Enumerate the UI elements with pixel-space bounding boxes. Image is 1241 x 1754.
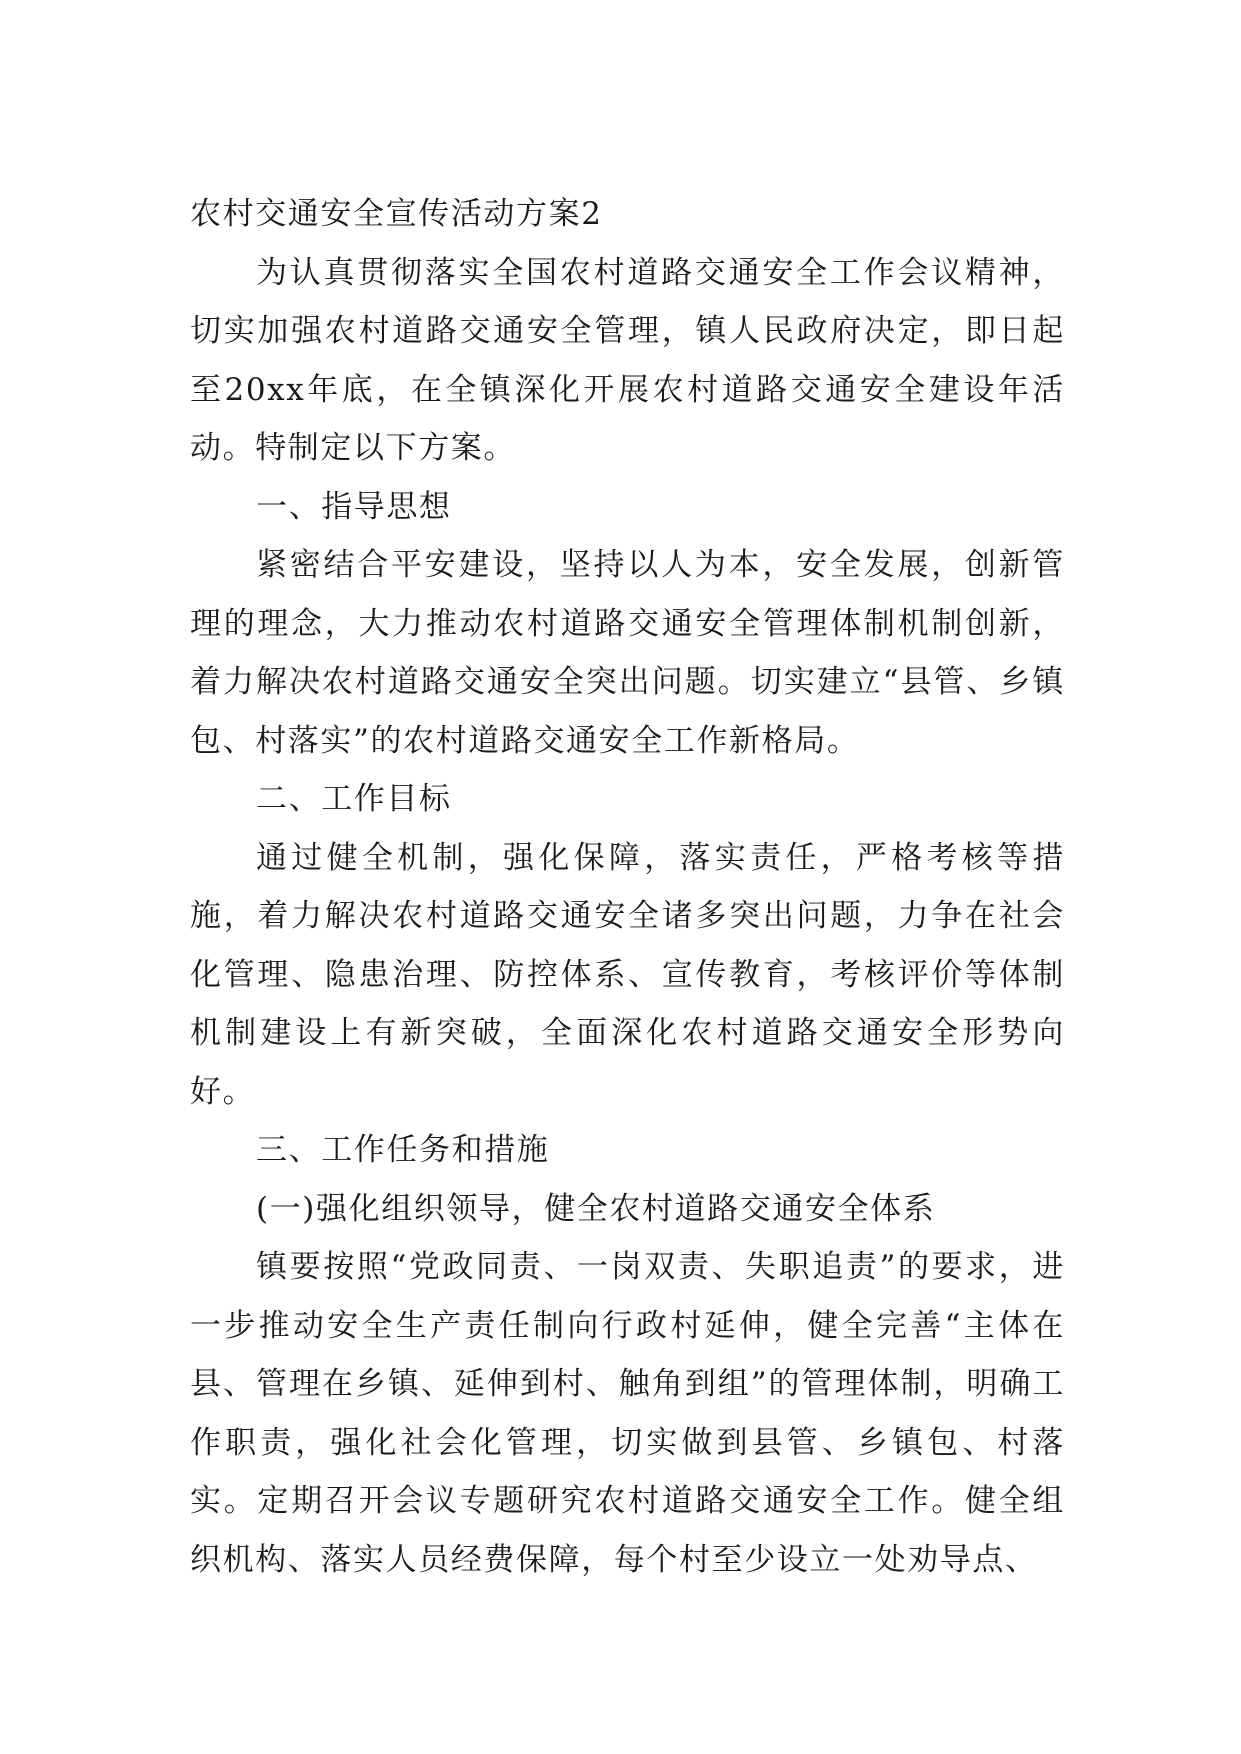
- section-heading-guiding-thought: 一、指导思想: [256, 488, 452, 525]
- section-heading-work-goals: 二、工作目标: [256, 781, 452, 817]
- paragraph-work-goals: 通过健全机制，强化保障，落实责任，严格考核等措施，着力解决农村道路交通安全诸多突出问题，力争在社会化管理、隐患治理、防控体系、宣传教育，考核评价等体制机制建设上有新突破，全面深化农村道路交通安全形势向好。: [190, 839, 1065, 1110]
- document-title: 农村交通安全宣传活动方案2: [190, 196, 603, 232]
- paragraph-guiding-thought: 紧密结合平安建设，坚持以人为本，安全发展，创新管理的理念，大力推动农村道路交通安全管理体制机制创新，着力解决农村道路交通安全突出问题。切实建立“县管、乡镇包、村落实”的农村道路交通安全工作新格局。: [190, 547, 1065, 759]
- subsection-heading-organization: (一)强化组织领导，健全农村道路交通安全体系: [256, 1190, 936, 1227]
- document-body: [190, 185, 1065, 1589]
- section-heading-tasks-measures: 三、工作任务和措施: [256, 1132, 550, 1168]
- paragraph-intro: 为认真贯彻落实全国农村道路交通安全工作会议精神，切实加强农村道路交通安全管理，镇人民政府决定，即日起至20xx年底，在全镇深化开展农村道路交通安全建设年活动。特制定以下方案。: [190, 254, 1066, 466]
- paragraph-organization: 镇要按照“党政同责、一岗双责、失职追责”的要求，进一步推动安全生产责任制向行政村延伸，健全完善“主体在县、管理在乡镇、延伸到村、触角到组”的管理体制，明确工作职责，强化社会化管理，切实做到县管、乡镇包、村落实。定期召开会议专题研究农村道路交通安全工作。健全组织机构、落实人员经费保障，每个村至少设立一处劝导点、: [190, 1249, 1065, 1578]
